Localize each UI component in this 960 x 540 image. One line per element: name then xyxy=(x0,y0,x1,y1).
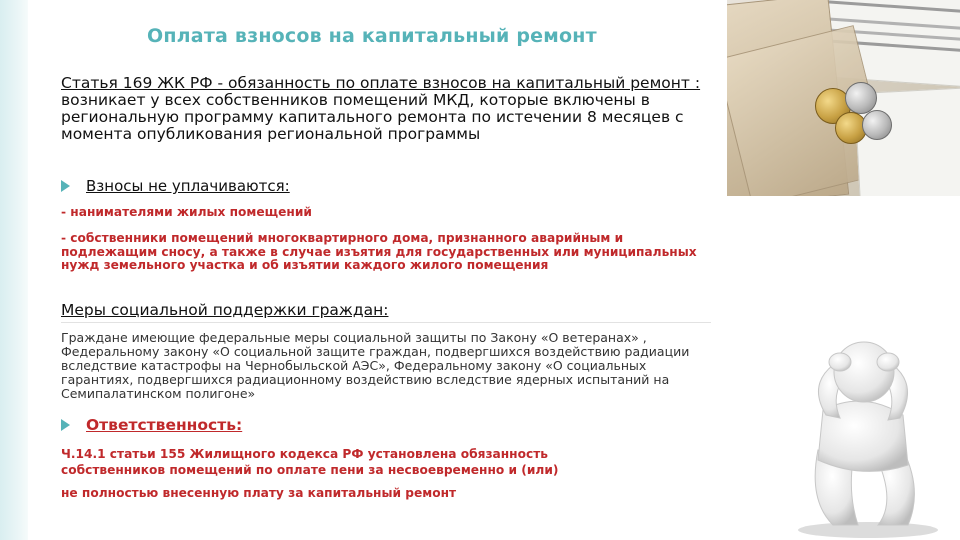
responsibility-bullet xyxy=(61,416,242,434)
responsibility-line-3: не полностью внесенную плату за капитальный ремонт xyxy=(61,486,457,500)
bullet-triangle-icon xyxy=(61,180,70,192)
intro-paragraph xyxy=(61,75,711,143)
sad-person-figure xyxy=(778,330,948,540)
not-paid-item-owners: - собственники помещений многоквартирного дома, признанного аварийным и подлежащим сносу, а также в случае изъятия для государственных или муниципальных нужд земельного участка и об изъятии каждого жилого помещения xyxy=(61,231,697,272)
left-decor-bar xyxy=(0,0,28,540)
slide-title: Оплата взносов на капитальный ремонт xyxy=(147,25,597,47)
support-heading: Меры социальной поддержки граждан: xyxy=(61,301,389,319)
intro-text: возникает у всех собственников помещений МКД, которые включены в региональную программу капитального ремонта по истечении 8 месяцев с момента опубликования региональной программы xyxy=(61,91,684,143)
article-reference: Статья 169 ЖК РФ - обязанность по оплате взносов на капитальный ремонт : xyxy=(61,74,701,92)
responsibility-line-1: Ч.14.1 статьи 155 Жилищного кодекса РФ установлена обязанность xyxy=(61,447,548,461)
support-divider xyxy=(61,322,711,323)
money-photo xyxy=(727,0,960,196)
responsibility-text-clip xyxy=(61,446,577,478)
coin xyxy=(862,110,892,140)
responsibility-label: Ответственность: xyxy=(86,416,243,434)
not-paid-label: Взносы не уплачиваются: xyxy=(86,177,290,195)
bullet-triangle-icon xyxy=(61,419,70,431)
coin xyxy=(845,82,877,114)
support-text: Граждане имеющие федеральные меры социальной защиты по Закону «О ветеранах» , Федеральному закону «О социальной защите граждан, подвергшихся воздействию радиации вследствие катастрофы на Чернобыльской АЭС», Федеральному закону «О социальных гарантиях, подвергшихся радиационному воздействию вследствие ядерных испытаний на Семипалатинском полигоне» xyxy=(61,330,690,401)
not-paid-item-tenants: - нанимателями жилых помещений xyxy=(61,205,312,219)
not-paid-bullet xyxy=(61,177,290,195)
responsibility-line-2: собственников помещений по оплате пени за несвоевременно и (или) xyxy=(61,463,559,477)
